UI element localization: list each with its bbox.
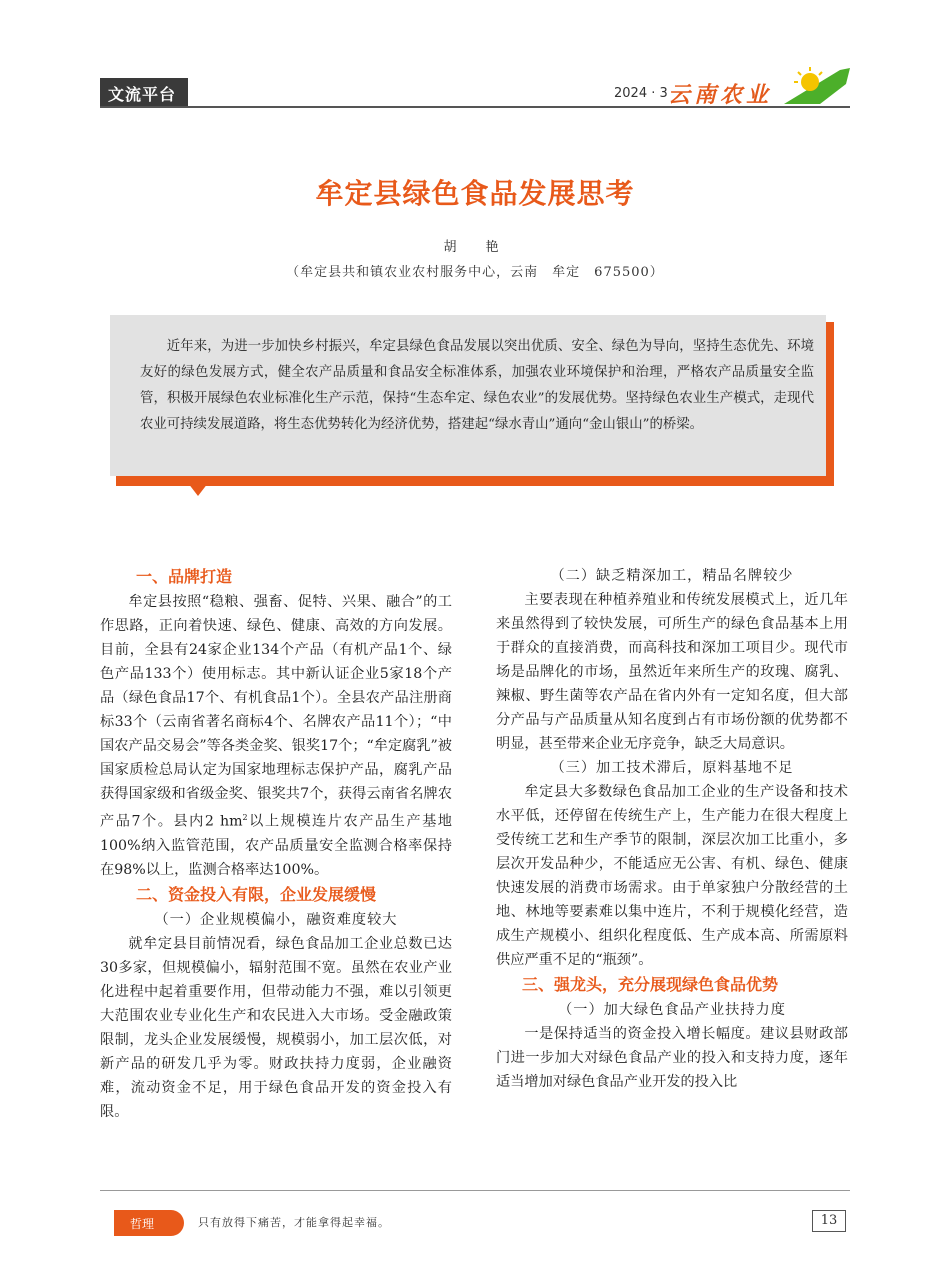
page-number: 13: [812, 1210, 846, 1232]
footer-tag-label: 哲理: [130, 1217, 155, 1231]
sun-leaf-logo-icon: [780, 64, 852, 108]
article-author: 胡 艳: [443, 240, 507, 255]
paragraph: 主要表现在种植养殖业和传统发展模式上，近几年来虽然得到了较快发展，可所生产的绿色食品基本上用于群众的直接消费，而高科技和深加工项目少。现代市场是品牌化的市场，虽然近年来所生产的玫瑰、腐乳、辣椒、野生菌等农产品在省内外有一定知名度，但大部分产品与产品质量从知名度到占有市场份额的优势都不明显，甚至带来企业无序竞争，缺乏大局意识。: [496, 592, 848, 752]
column-badge: [100, 78, 188, 106]
subsection-heading: （一）加大绿色食品产业扶持力度: [558, 1002, 786, 1018]
magazine-name: 云南农业: [668, 82, 773, 108]
article-affiliation: （牟定县共和镇农业农村服务中心，云南 牟定 675500）: [286, 265, 664, 280]
paragraph: 牟定县大多数绿色食品加工企业的生产设备和技术水平低，还停留在传统生产上，生产能力在很大程度上受传统工艺和生产季节的限制，深层次加工比重小，多层次开发品种少，不能适应无公害、有机、绿色、健康快速发展的消费市场需求。由于单家独户分散经营的土地、林地等要素难以集中连片，不利于规模化经营，造成生产规模小、组织化程度低、生产成本高、所需原料供应严重不足的“瓶颈”。: [496, 784, 848, 968]
issue-number: 2024 · 3: [614, 86, 668, 101]
subsection-heading: （三）加工技术滞后，原料基地不足: [550, 760, 794, 776]
paragraph: 一是保持适当的资金投入增长幅度。建议县财政部门进一步加大对绿色食品产业的投入和支持力度，逐年适当增加对绿色食品产业开发的投入比: [496, 1026, 848, 1090]
column-label: 文流平台: [108, 85, 177, 104]
section-heading: 三、强龙头，充分展现绿色食品优势: [522, 975, 779, 994]
footer-divider: [100, 1190, 850, 1191]
section-heading: 一、品牌打造: [136, 567, 233, 586]
section-heading: 二、资金投入有限，企业发展缓慢: [136, 884, 377, 904]
paragraph: 就牟定县目前情况看，绿色食品加工企业总数已达30多家，但规模偏小，辐射范围不宽。虽然在农业产业化进程中起着重要作用，但带动能力不强，难以引领更大范围农业专业化生产和农民进入大市场。受金融政策限制，龙头企业发展缓慢，规模弱小，加工层次低，对新产品的研发几乎为零。财政扶持力度弱，企业融资难，流动资金不足，用于绿色食品开发的资金投入有限。: [100, 935, 452, 1120]
footer-tag: [114, 1210, 184, 1236]
article-title: 牟定县绿色食品发展思考: [315, 177, 635, 210]
left-column: [100, 564, 452, 1124]
right-column: [496, 564, 848, 1094]
abstract-text: 近年来，为进一步加快乡村振兴，牟定县绿色食品发展以突出优质、安全、绿色为导向，坚持生态优先、环境友好的绿色发展方式，健全农产品质量和食品安全标准体系，加强农业环境保护和治理，严格农产品质量安全监管，积极开展绿色农业标准化生产示范，保持“生态牟定、绿色农业”的发展优势。坚持绿色农业生产模式，走现代农业可持续发展道路，将生态优势转化为经济优势，搭建起“绿水青山”通向“金山银山”的桥梁。: [140, 339, 814, 432]
footer-motto: 只有放得下痛苦，才能拿得起幸福。: [198, 1216, 390, 1229]
subsection-heading: （二）缺乏精深加工，精品名牌较少: [550, 568, 794, 584]
paragraph: 牟定县按照“稳粮、强畜、促特、兴果、融合”的工作思路，正向着快速、绿色、健康、高效的方向发展。目前，全县有24家企业134个产品（有机产品1个、绿色产品133个）使用标志。其中新认证企业5家18个产品（绿色食品17个、有机食品1个）。全县农产品注册商标33个（云南省著名商标4个、名牌农产品11个）；“中国农产品交易会”等各类金奖、银奖17个；“牟定腐乳”被国家质检总局认定为国家地理标志保护产品，腐乳产品获得国家级和省级金奖、银奖共7个，获得云南省名牌农产品7个。县内2 $hm^2$以上规模连片农产品生产基地100%纳入监管范围，农产品质量安全监测合格率保持在98%以上，监测合格率达100%。: [100, 594, 452, 878]
subsection-heading: （一）企业规模偏小，融资难度较大: [154, 911, 398, 928]
